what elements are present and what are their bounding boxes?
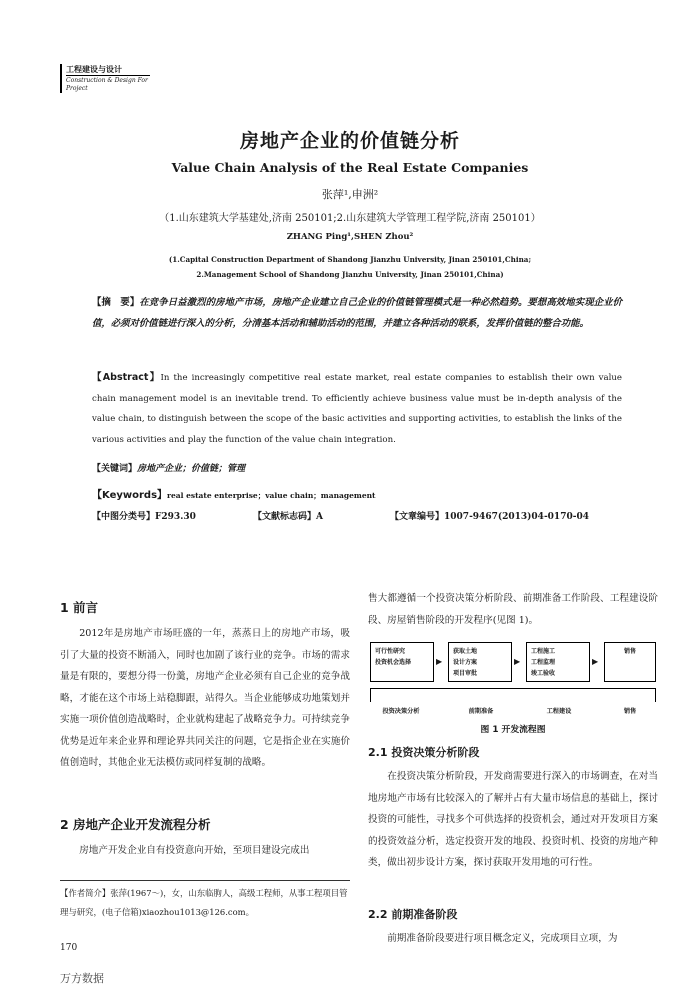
flow-box-text: 投资机会选择 xyxy=(375,659,412,666)
clc-number xyxy=(92,510,196,524)
article-no-value: 1007-9467(2013)04-0170-04 xyxy=(444,512,589,522)
section-2-paragraph-continue: 售大都遵循一个投资决策分析阶段、前期准备工作阶段、工程建设阶段、房屋销售阶段的开发程序(见图 1)。 xyxy=(368,593,658,626)
authors-cn: 张萍¹,申洲² xyxy=(321,188,379,201)
paper-title-en: Value Chain Analysis of the Real Estate Companies xyxy=(171,160,529,175)
author-footnote: 【作者简介】张萍(1967～)，女，山东临朐人，高级工程师，从事工程项目管理与研究，(电子信箱)xiaozhou1013@126.com。 xyxy=(60,888,348,917)
flow-box-preparation xyxy=(448,642,512,682)
section-1-heading: 1 前言 xyxy=(60,600,99,615)
keywords-en-text: real estate enterprise；value chain；management xyxy=(167,491,376,500)
stage-label: 销售 xyxy=(623,708,637,715)
keywords-cn xyxy=(92,462,622,476)
flow-box-text: 销售 xyxy=(623,648,636,655)
clc-label: 【中图分类号】 xyxy=(92,512,156,522)
journal-name-en: Construction & Design For Project xyxy=(66,75,150,93)
flow-box-text: 项目审批 xyxy=(453,670,478,677)
authors-en: ZHANG Ping¹,SHEN Zhou² xyxy=(286,232,414,242)
arrow-icon: ▶ xyxy=(514,657,521,666)
abstract-en-label: 【Abstract】 xyxy=(92,372,161,383)
figure-1-caption: 图 1 开发流程图 xyxy=(480,725,546,735)
doc-code xyxy=(253,510,323,524)
section-2-heading: 2 房地产企业开发流程分析 xyxy=(60,817,211,832)
section-2-2-heading: 2.2 前期准备阶段 xyxy=(368,908,458,921)
section-2-1-heading: 2.1 投资决策分析阶段 xyxy=(368,746,480,759)
stage-label: 前期准备 xyxy=(468,708,494,715)
section-1-paragraph: 2012年是房地产市场旺盛的一年，蒸蒸日上的房地产市场，吸引了大量的投资不断涌入，同时也加剧了该行业的竞争。市场的需求量是有限的，要想分得一份羹，房地产企业必须有自己企业的竞争战略，才能在这个市场上站稳脚跟，站得久。当企业能够成功地策划并实施一项价值创造战略时，企业就构建起了战略竞争力。可持续竞争优势是近年来企业界和理论界共同关注的问题，它是指企业在实施价值创造时，其他企业无法模仿或同样复制的战略。 xyxy=(60,628,350,768)
flow-box-text: 获取土地 xyxy=(453,648,478,655)
journal-header xyxy=(60,64,150,93)
affiliation-en-1: (1.Capital Construction Department of Shandong Jianzhu University, Jinan 250101,China; xyxy=(168,255,532,264)
keywords-en xyxy=(92,489,622,503)
flow-box-text: 工程监理 xyxy=(531,659,556,666)
journal-name-cn: 工程建设与设计 xyxy=(66,65,122,74)
flow-box-investment xyxy=(370,642,434,682)
paper-title-cn: 房地产企业的价值链分析 xyxy=(239,130,460,152)
flow-box-text: 工程施工 xyxy=(531,648,556,655)
abstract-cn xyxy=(92,293,622,334)
flow-box-text: 竣工验收 xyxy=(531,670,556,677)
doc-code-label: 【文献标志码】 xyxy=(253,512,317,522)
stage-label: 投资决策分析 xyxy=(382,708,420,715)
arrow-icon: ▶ xyxy=(592,657,599,666)
keywords-cn-label: 【关键词】 xyxy=(92,464,138,474)
abstract-en-text: In the increasingly competitive real estate market, real estate companies to establish their own value chain management model is an inevitable trend. To efficiently achieve business value must be in-depth analysis of the value chain, to distinguish between the scope of the basic activities and supporting activities, to establish the links of the various activities and play the function of the value chain integration. xyxy=(92,373,622,445)
affiliations-cn: （1.山东建筑大学基建处,济南 250101;2.山东建筑大学管理工程学院,济南 250101） xyxy=(159,213,541,224)
stage-label: 工程建设 xyxy=(546,708,572,715)
stage-frame xyxy=(370,688,656,702)
article-no-label: 【文章编号】 xyxy=(390,512,445,522)
flow-box-construction xyxy=(526,642,590,682)
abstract-cn-label: 【摘 要】 xyxy=(92,297,140,308)
footnote-rule xyxy=(60,880,350,881)
watermark: 万方数据 xyxy=(60,972,104,985)
article-number xyxy=(390,510,589,524)
flow-box-text: 设计方案 xyxy=(453,659,478,666)
section-2-1-paragraph: 在投资决策分析阶段，开发商需要进行深入的市场调查，在对当地房地产市场有比较深入的了解并占有大量市场信息的基础上，探讨投资的可能性，寻找多个可供选择的投资机会，通过对开发项目方案的投资效益分析，选定投资开发的地段、投资时机、投资的房地产种类，做出初步设计方案，探讨获取开发用地的可行性。 xyxy=(368,771,658,868)
abstract-cn-text: 在竞争日益激烈的房地产市场，房地产企业建立自己企业的价值链管理模式是一种必然趋势。要想高效地实现企业价值，必须对价值链进行深入的分析，分清基本活动和辅助活动的范围，并建立各种活动的联系，发挥价值链的整合功能。 xyxy=(92,297,622,329)
page-number: 170 xyxy=(60,943,78,953)
doc-code-value: A xyxy=(316,512,323,522)
affiliation-en-2: 2.Management School of Shandong Jianzhu University, Jinan 250101,China) xyxy=(196,270,504,279)
keywords-cn-text: 房地产企业；价值链；管理 xyxy=(137,464,246,474)
section-2-paragraph-start: 房地产开发企业自有投资意向开始，至项目建设完成出 xyxy=(79,845,310,856)
clc-value: F293.30 xyxy=(155,512,196,522)
flow-box-sales xyxy=(604,642,656,682)
arrow-icon: ▶ xyxy=(436,657,443,666)
flow-box-text: 可行性研究 xyxy=(375,648,406,655)
section-2-2-paragraph: 前期准备阶段要进行项目概念定义，完成项目立项，为 xyxy=(387,933,618,944)
keywords-en-label: 【Keywords】 xyxy=(92,490,168,501)
abstract-en xyxy=(92,368,622,450)
